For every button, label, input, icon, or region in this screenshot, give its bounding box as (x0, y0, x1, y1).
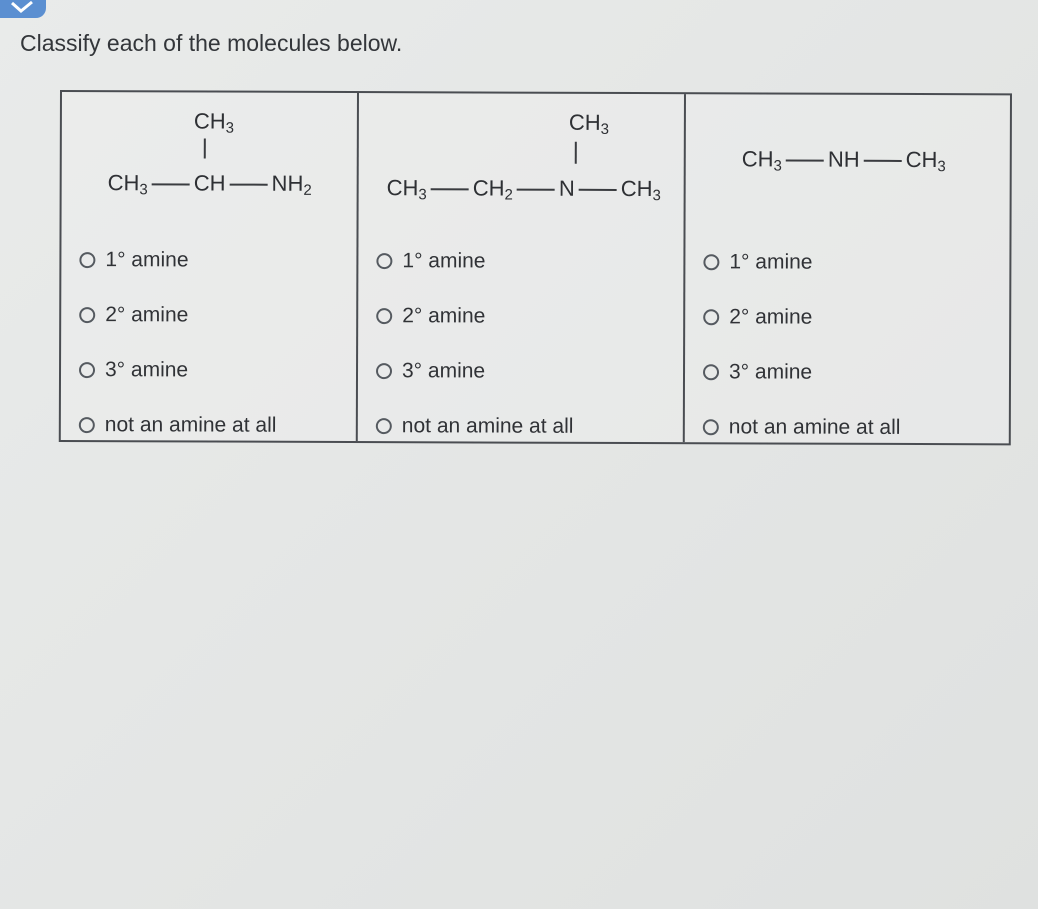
radio-icon[interactable] (79, 307, 95, 323)
molecule-2-structure (359, 93, 686, 224)
molecule-1-option-2[interactable]: 2° amine (79, 287, 277, 343)
radio-icon[interactable] (703, 309, 719, 325)
corner-check-badge (0, 0, 46, 18)
molecule-3-option-4[interactable]: not an amine at all (703, 399, 901, 455)
molecule-3-option-2[interactable]: 2° amine (703, 289, 901, 345)
molecule-1-options (79, 232, 277, 453)
radio-icon[interactable] (79, 417, 95, 433)
radio-icon[interactable] (376, 253, 392, 269)
molecule-3-options (703, 234, 901, 455)
molecule-1-option-3[interactable]: 3° amine (79, 342, 277, 398)
molecule-2-option-2[interactable]: 2° amine (376, 288, 574, 344)
molecule-1-option-4[interactable]: not an amine at all (79, 397, 277, 453)
molecule-table (59, 90, 1012, 445)
check-icon (2, 0, 42, 16)
molecule-cell-3 (685, 94, 1010, 443)
molecule-2-option-1[interactable]: 1° amine (376, 233, 574, 289)
question-prompt: Classify each of the molecules below. (20, 30, 403, 56)
molecule-2-option-4[interactable]: not an amine at all (376, 398, 574, 454)
molecule-1-structure (62, 92, 359, 223)
radio-icon[interactable] (376, 308, 392, 324)
molecule-1-option-1[interactable]: 1° amine (79, 232, 277, 288)
molecule-cell-1 (61, 92, 359, 441)
molecule-1-vertical-bond (204, 139, 206, 159)
molecule-2-options (376, 233, 574, 454)
molecule-2-vertical-bond (575, 142, 577, 164)
molecule-1-main-chain: $CH_3$ CH $NH_2$ (107, 170, 312, 199)
radio-icon[interactable] (79, 362, 95, 378)
molecule-1-top-group: $CH_3$ (193, 108, 235, 137)
radio-icon[interactable] (703, 254, 719, 270)
molecule-3-option-3[interactable]: 3° amine (703, 344, 901, 400)
molecule-3-structure (686, 94, 1010, 225)
radio-icon[interactable] (703, 419, 719, 435)
radio-icon[interactable] (376, 363, 392, 379)
molecule-2-option-3[interactable]: 3° amine (376, 343, 574, 399)
radio-icon[interactable] (79, 252, 95, 268)
molecule-cell-2 (358, 93, 686, 442)
molecule-2-top-group: $CH_3$ (568, 109, 610, 138)
radio-icon[interactable] (703, 364, 719, 380)
molecule-3-main-chain: $CH_3$ NH $CH_3$ (741, 146, 946, 176)
molecule-3-option-1[interactable]: 1° amine (703, 234, 901, 290)
radio-icon[interactable] (376, 418, 392, 434)
molecule-2-main-chain: $CH_3$ $CH_2$ N $CH_3$ (386, 175, 661, 205)
